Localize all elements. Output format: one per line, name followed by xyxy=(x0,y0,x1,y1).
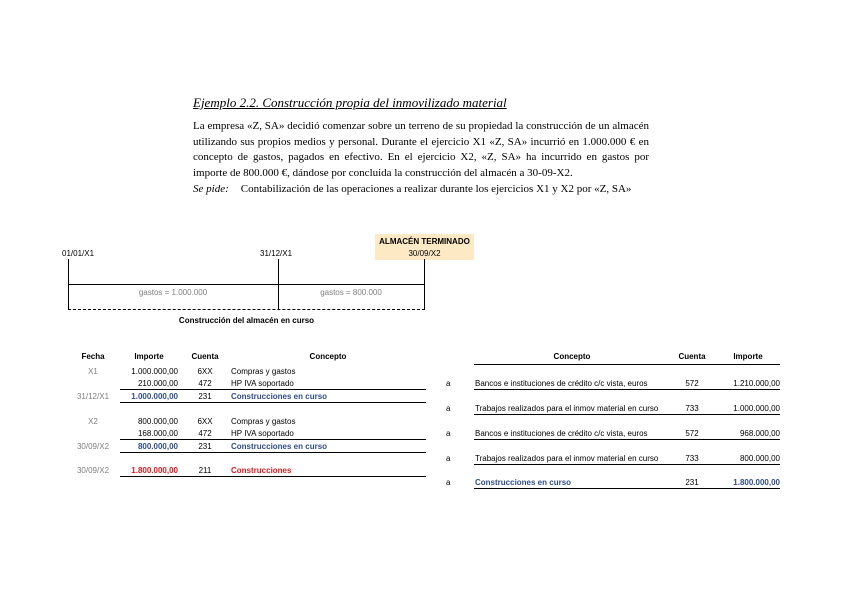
bracket-label: Construcción del almacén en curso xyxy=(178,316,315,325)
row3-fecha: 31/12/X1 xyxy=(76,392,110,401)
right-row1-a: a xyxy=(446,379,451,388)
separator-r5 xyxy=(474,488,780,489)
row1-importe: 1.000.000,00 xyxy=(131,367,178,376)
right-row4-concepto: Trabajos realizados para el inmov material en curso xyxy=(475,454,659,463)
row7-cuenta: 211 xyxy=(198,466,212,475)
right-row1-cuenta: 572 xyxy=(685,379,699,388)
col-importe: Importe xyxy=(134,352,164,361)
row1-fecha: X1 xyxy=(88,367,98,376)
row2-concepto: HP IVA soportado xyxy=(231,379,294,388)
right-row2-cuenta: 733 xyxy=(685,404,699,413)
separator-r2 xyxy=(474,414,780,415)
right-row5-importe: 1.800.000,00 xyxy=(733,478,780,487)
row3-cuenta: 231 xyxy=(198,392,212,401)
timeline-end-date: 30/09/X2 xyxy=(408,249,441,258)
separator-r4 xyxy=(474,464,780,465)
row3-concepto: Construcciones en curso xyxy=(231,392,328,401)
right-row4-cuenta: 733 xyxy=(685,454,699,463)
separator-5 xyxy=(120,476,426,477)
row5-cuenta: 472 xyxy=(198,429,212,438)
right-row2-a: a xyxy=(446,404,451,413)
row1-cuenta: 6XX xyxy=(197,367,213,376)
separator-3 xyxy=(120,439,426,440)
right-row4-a: a xyxy=(446,454,451,463)
row5-concepto: HP IVA soportado xyxy=(231,429,294,438)
separator-1 xyxy=(120,389,426,390)
right-row4-importe: 800.000,00 xyxy=(739,454,780,463)
col-cuenta-right: Cuenta xyxy=(678,352,706,361)
example-statement: La empresa «Z, SA» decidió comenzar sobre un terreno de su propiedad la construcción de un almacén utilizando sus propios medios y personal. Durante el ejercicio X1 «Z, SA» incurrió en 1.000.000 € en concepto de gastos, pagados en efectivo. En el ejercicio X2, «Z, SA» ha incurrido en gastos por importe de 800.000 €, dándose por concluida la construcción del almacén a 30-09-X2. xyxy=(193,120,649,179)
row6-cuenta: 231 xyxy=(198,442,212,451)
timeline-start-date: 01/01/X1 xyxy=(62,249,95,258)
right-row5-cuenta: 231 xyxy=(685,478,699,487)
row1-concepto: Compras y gastos xyxy=(231,367,296,376)
timeline-mid-date: 31/12/X1 xyxy=(260,249,293,258)
row4-cuenta: 6XX xyxy=(197,417,213,426)
gastos-x2: gastos = 800.000 xyxy=(320,288,382,297)
row7-importe: 1.800.000,00 xyxy=(131,466,178,475)
right-row5-concepto: Construcciones en curso xyxy=(475,478,572,487)
right-row1-concepto: Bancos e instituciones de crédito c/c vista, euros xyxy=(475,379,648,388)
row6-fecha: 30/09/X2 xyxy=(76,442,110,451)
right-row3-a: a xyxy=(446,429,451,438)
requirement-text: Contabilización de las operaciones a realizar durante los ejercicios X1 y X2 por «Z, SA» xyxy=(240,183,632,195)
requirement xyxy=(193,183,631,195)
right-row3-concepto: Bancos e instituciones de crédito c/c vista, euros xyxy=(475,429,648,438)
right-row2-concepto: Trabajos realizados para el inmov material en curso xyxy=(475,404,659,413)
row2-importe: 210.000,00 xyxy=(137,379,178,388)
col-cuenta: Cuenta xyxy=(191,352,219,361)
col-concepto-right: Concepto xyxy=(553,352,591,361)
right-row5-a: a xyxy=(446,478,451,487)
bracket-dashed-line xyxy=(68,309,425,310)
col-fecha: Fecha xyxy=(81,352,105,361)
requirement-label: Se pide: xyxy=(193,183,229,195)
right-row3-cuenta: 572 xyxy=(685,429,699,438)
row7-fecha: 30/09/X2 xyxy=(76,466,110,475)
col-concepto: Concepto xyxy=(309,352,347,361)
separator-r1 xyxy=(474,389,780,390)
row4-importe: 800.000,00 xyxy=(137,417,178,426)
separator-r3 xyxy=(474,439,780,440)
row2-cuenta: 472 xyxy=(198,379,212,388)
finished-label: ALMACÉN TERMINADO xyxy=(379,237,470,246)
row3-importe: 1.000.000,00 xyxy=(131,392,178,401)
row6-concepto: Construcciones en curso xyxy=(231,442,328,451)
separator-4 xyxy=(120,452,426,453)
separator-2 xyxy=(120,402,426,403)
right-row3-importe: 968.000,00 xyxy=(739,429,780,438)
example-title: Ejemplo 2.2. Construcción propia del inmovilizado material xyxy=(193,95,507,110)
row7-concepto: Construcciones xyxy=(231,466,292,475)
row4-concepto: Compras y gastos xyxy=(231,417,296,426)
row5-importe: 168.000,00 xyxy=(137,429,178,438)
row4-fecha: X2 xyxy=(88,417,98,426)
right-row1-importe: 1.210.000,00 xyxy=(733,379,780,388)
gastos-x1: gastos = 1.000.000 xyxy=(138,288,208,297)
timeline-axis xyxy=(68,284,425,285)
separator-r0 xyxy=(474,364,780,365)
right-row2-importe: 1.000.000,00 xyxy=(733,404,780,413)
row6-importe: 800.000,00 xyxy=(137,442,178,451)
col-importe-right: Importe xyxy=(733,352,763,361)
